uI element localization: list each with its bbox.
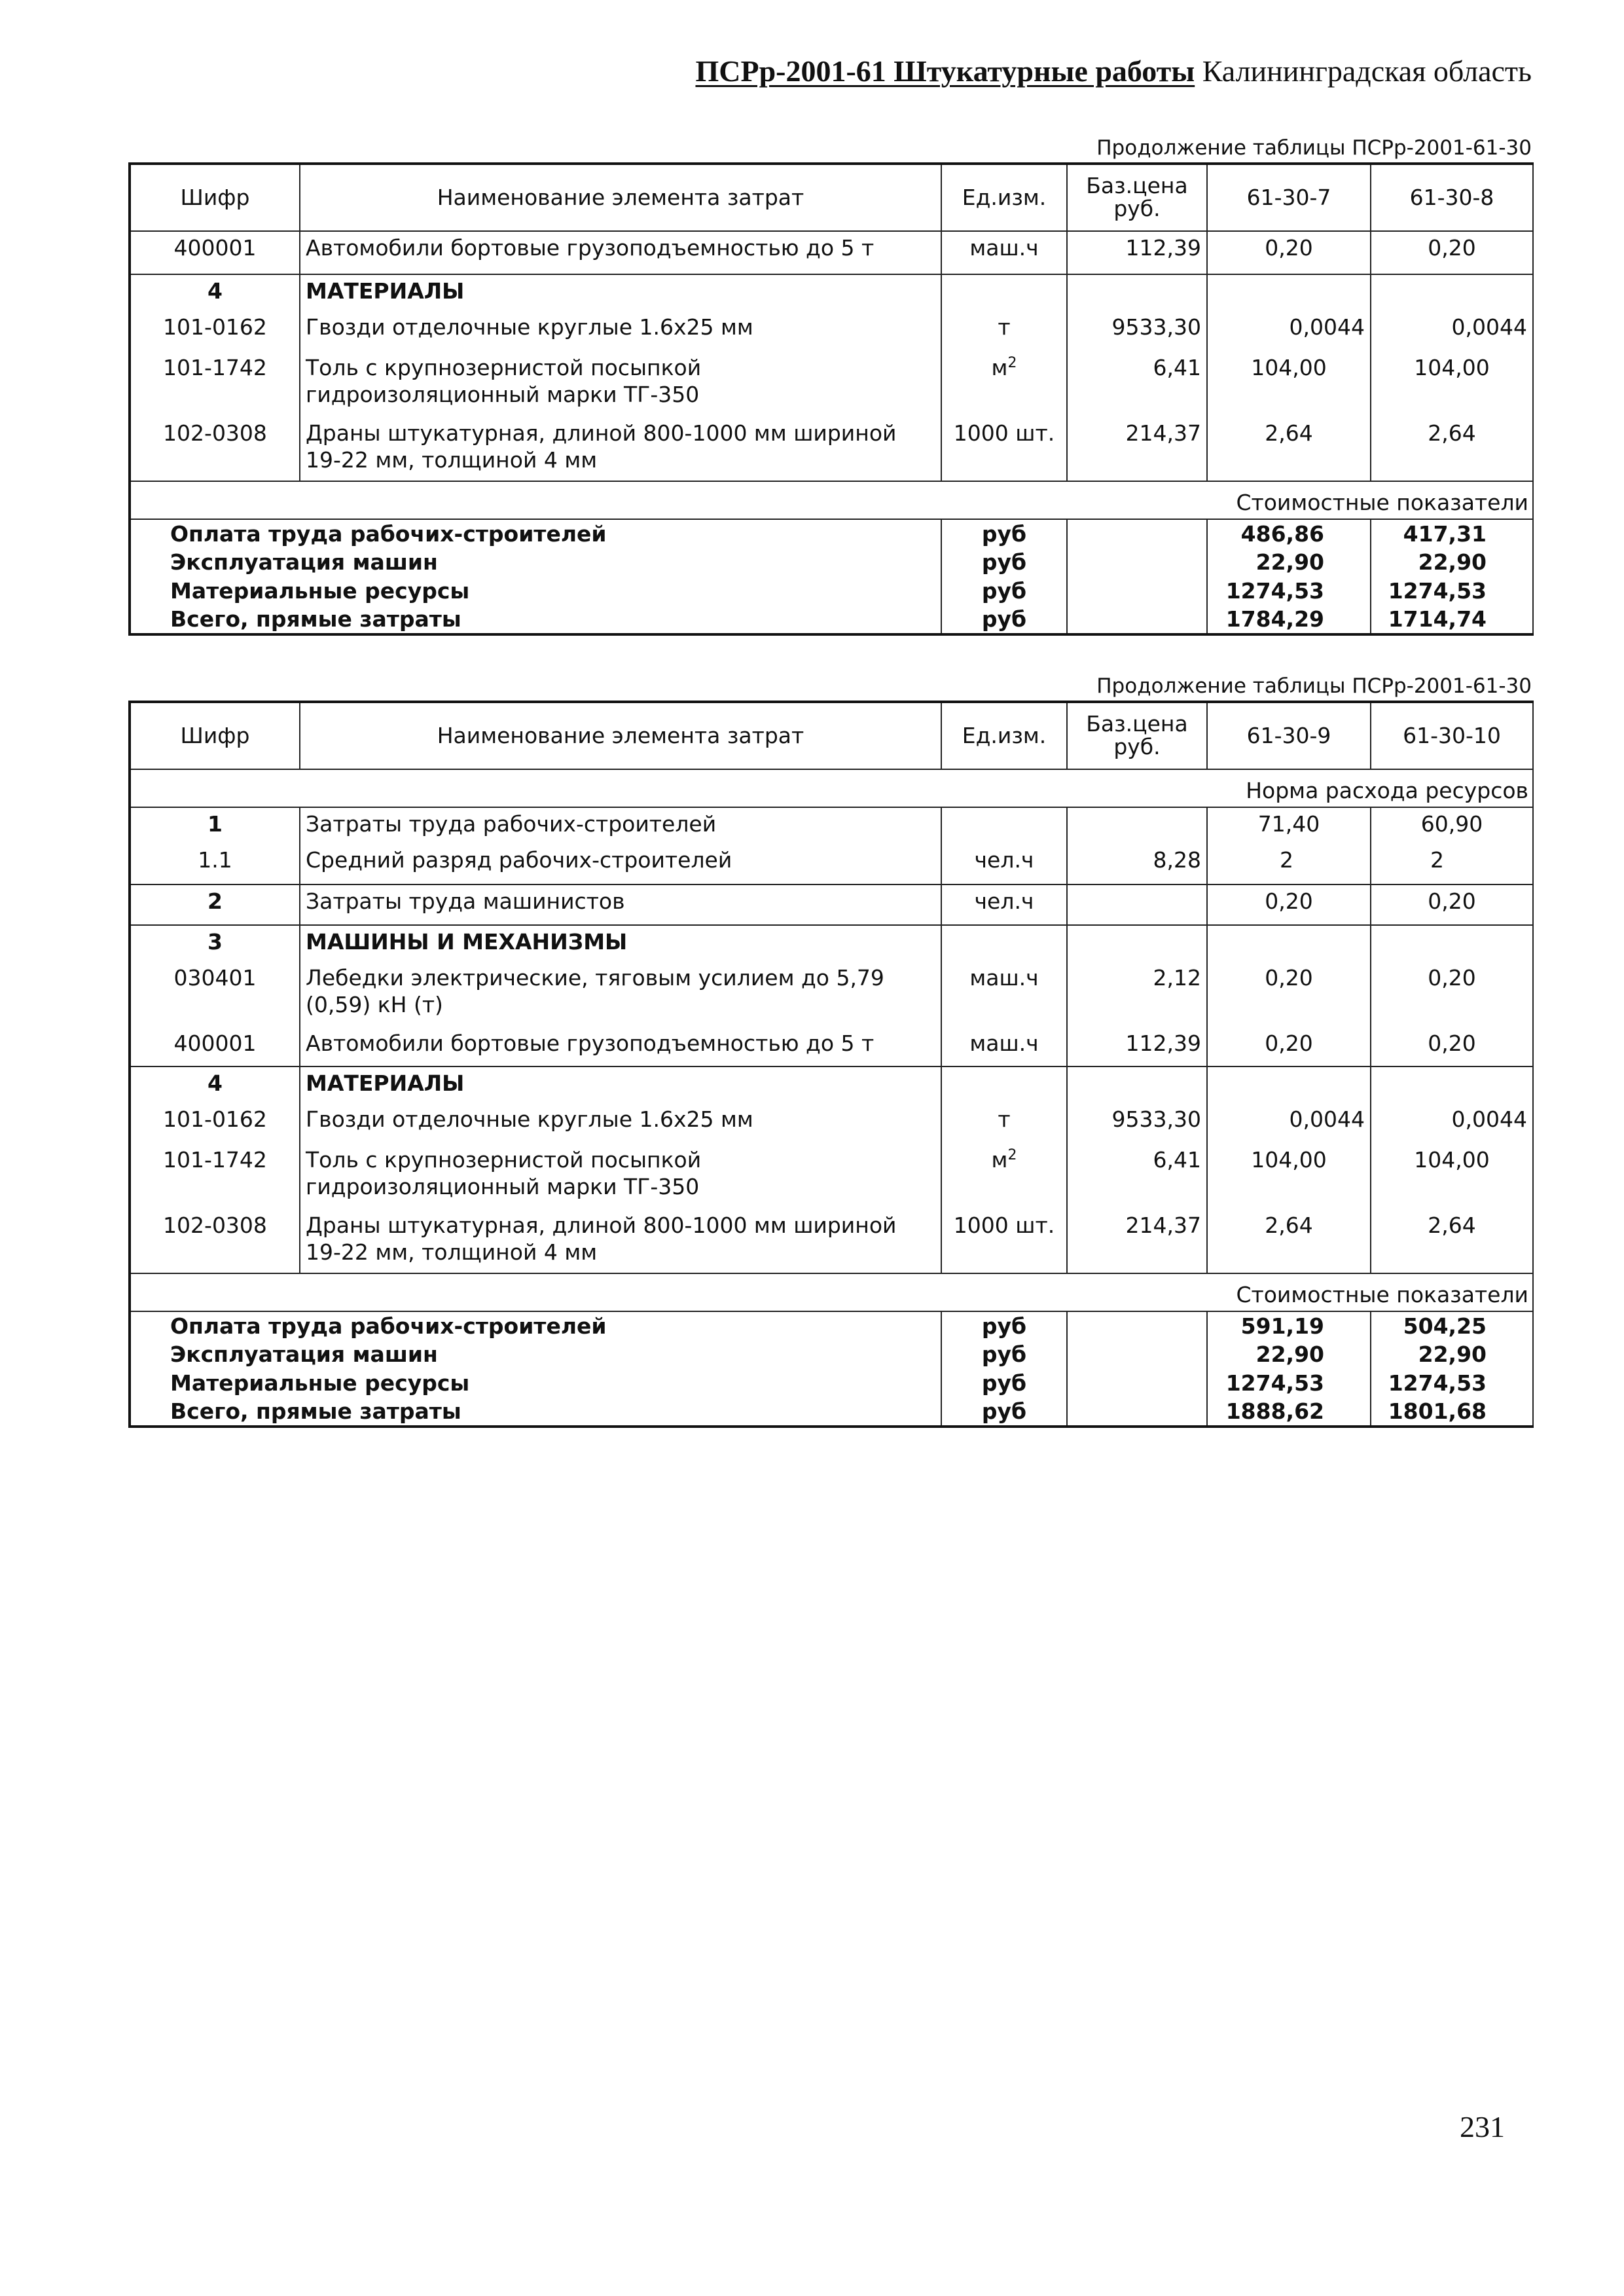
cost-value-b: 1714,74 bbox=[1371, 605, 1533, 634]
header-title: ПСРр-2001-61 Штукатурные работы bbox=[695, 54, 1195, 88]
row-value-b: 2,64 bbox=[1371, 417, 1533, 481]
row-value-a: 0,0044 bbox=[1207, 311, 1371, 352]
row-value-a: 0,20 bbox=[1207, 962, 1371, 1027]
row-value-b: 104,00 bbox=[1371, 352, 1533, 417]
norm-header-label: Норма расхода ресурсов bbox=[130, 769, 1533, 807]
row-unit: маш.ч bbox=[941, 962, 1067, 1027]
section-code: 3 bbox=[130, 925, 300, 962]
cost-header-label: Стоимостные показатели bbox=[130, 481, 1533, 519]
row-unit: 1000 шт. bbox=[941, 1209, 1067, 1273]
header-region: Калининградская область bbox=[1202, 54, 1532, 88]
row-value-b: 0,0044 bbox=[1371, 1103, 1533, 1144]
row-name: Средний разряд рабочих-строителей bbox=[300, 844, 941, 884]
row-code: 1.1 bbox=[130, 844, 300, 884]
row-value-b: 0,20 bbox=[1371, 884, 1533, 925]
row-name: Драны штукатурная, длиной 800-1000 мм шириной 19-22 мм, толщиной 4 мм bbox=[300, 1209, 941, 1273]
cost-name: Эксплуатация машин bbox=[130, 548, 941, 576]
row-code: 2 bbox=[130, 884, 300, 925]
cost-value-b: 22,90 bbox=[1371, 1340, 1533, 1368]
row-value-a: 0,20 bbox=[1207, 884, 1371, 925]
row-value-b: 0,20 bbox=[1371, 231, 1533, 274]
cost-unit: руб bbox=[941, 1397, 1067, 1427]
cost-name: Оплата труда рабочих-строителей bbox=[130, 519, 941, 548]
table-row bbox=[130, 352, 1533, 417]
cost-value-a: 1888,62 bbox=[1207, 1397, 1371, 1427]
cost-value-a: 1274,53 bbox=[1207, 1369, 1371, 1397]
row-name: Затраты труда рабочих-строителей bbox=[300, 807, 941, 844]
table2-header-row bbox=[130, 702, 1533, 769]
table-row bbox=[130, 311, 1533, 352]
row-code: 030401 bbox=[130, 962, 300, 1027]
col-unit-header: Ед.изм. bbox=[941, 164, 1067, 231]
row-unit: т bbox=[941, 1103, 1067, 1144]
table1-continuation-label: Продолжение таблицы ПСРр-2001-61-30 bbox=[1096, 136, 1532, 160]
table2-continuation-label: Продолжение таблицы ПСРр-2001-61-30 bbox=[1096, 674, 1532, 698]
table1-header-row bbox=[130, 164, 1533, 231]
row-name: Автомобили бортовые грузоподъемностью до 5 т bbox=[300, 231, 941, 274]
row-unit: маш.ч bbox=[941, 231, 1067, 274]
row-price: 9533,30 bbox=[1067, 1103, 1207, 1144]
row-value-a: 2,64 bbox=[1207, 1209, 1371, 1273]
norm-header-row bbox=[130, 769, 1533, 807]
cost-value-a: 1274,53 bbox=[1207, 577, 1371, 605]
row-price: 8,28 bbox=[1067, 844, 1207, 884]
section-title: МАШИНЫ И МЕХАНИЗМЫ bbox=[300, 925, 941, 962]
row-value-b: 60,90 bbox=[1371, 807, 1533, 844]
row-price: 214,37 bbox=[1067, 1209, 1207, 1273]
row-value-a: 2 bbox=[1207, 844, 1371, 884]
col-code-header: Шифр bbox=[130, 702, 300, 769]
row-value-a: 2,64 bbox=[1207, 417, 1371, 481]
row-price: 6,41 bbox=[1067, 1144, 1207, 1209]
row-code: 101-0162 bbox=[130, 1103, 300, 1144]
cost-value-a: 591,19 bbox=[1207, 1311, 1371, 1340]
resource-table-2 bbox=[128, 701, 1534, 1428]
cost-unit: руб bbox=[941, 1340, 1067, 1368]
col-unit-header: Ед.изм. bbox=[941, 702, 1067, 769]
section-title: МАТЕРИАЛЫ bbox=[300, 274, 941, 311]
table-row bbox=[130, 844, 1533, 884]
cost-name: Всего, прямые затраты bbox=[130, 1397, 941, 1427]
row-value-a: 71,40 bbox=[1207, 807, 1371, 844]
row-unit: чел.ч bbox=[941, 884, 1067, 925]
col-price-header: Баз.цена руб. bbox=[1067, 702, 1207, 769]
section-title: МАТЕРИАЛЫ bbox=[300, 1066, 941, 1103]
row-name: Затраты труда машинистов bbox=[300, 884, 941, 925]
cost-value-b: 1274,53 bbox=[1371, 577, 1533, 605]
cost-value-b: 1801,68 bbox=[1371, 1397, 1533, 1427]
table-row bbox=[130, 231, 1533, 274]
table-row bbox=[130, 1209, 1533, 1273]
cost-value-a: 22,90 bbox=[1207, 1340, 1371, 1368]
section-row-materials bbox=[130, 1066, 1533, 1103]
row-name: Толь с крупнозернистой посыпкой гидроизоляционный марки ТГ-350 bbox=[300, 1144, 941, 1209]
cost-header-label: Стоимостные показатели bbox=[130, 1273, 1533, 1311]
table-row bbox=[130, 1027, 1533, 1066]
cost-name: Материальные ресурсы bbox=[130, 1369, 941, 1397]
row-value-b: 2 bbox=[1371, 844, 1533, 884]
col-name-header: Наименование элемента затрат bbox=[300, 164, 941, 231]
cost-value-b: 504,25 bbox=[1371, 1311, 1533, 1340]
cost-name: Оплата труда рабочих-строителей bbox=[130, 1311, 941, 1340]
row-price: 2,12 bbox=[1067, 962, 1207, 1027]
row-value-a: 104,00 bbox=[1207, 352, 1371, 417]
page-number: 231 bbox=[1460, 2110, 1505, 2143]
row-price: 112,39 bbox=[1067, 1027, 1207, 1066]
row-price bbox=[1067, 807, 1207, 844]
row-value-a: 104,00 bbox=[1207, 1144, 1371, 1209]
row-price: 9533,30 bbox=[1067, 311, 1207, 352]
section-row-machines bbox=[130, 925, 1533, 962]
row-code: 101-1742 bbox=[130, 352, 300, 417]
cost-unit: руб bbox=[941, 605, 1067, 634]
cost-row bbox=[130, 548, 1533, 576]
row-price: 214,37 bbox=[1067, 417, 1207, 481]
row-value-b: 0,20 bbox=[1371, 962, 1533, 1027]
col-b-header: 61-30-10 bbox=[1371, 702, 1533, 769]
row-unit: $м^2$ bbox=[941, 352, 1067, 417]
cost-value-b: 1274,53 bbox=[1371, 1369, 1533, 1397]
row-value-b: 104,00 bbox=[1371, 1144, 1533, 1209]
cost-header-row bbox=[130, 481, 1533, 519]
table-row bbox=[130, 1103, 1533, 1144]
cost-row bbox=[130, 1340, 1533, 1368]
cost-row bbox=[130, 1311, 1533, 1340]
row-code: 101-0162 bbox=[130, 311, 300, 352]
section-code: 4 bbox=[130, 274, 300, 311]
table-row bbox=[130, 417, 1533, 481]
cost-name: Материальные ресурсы bbox=[130, 577, 941, 605]
col-name-header: Наименование элемента затрат bbox=[300, 702, 941, 769]
row-price: 6,41 bbox=[1067, 352, 1207, 417]
cost-name: Эксплуатация машин bbox=[130, 1340, 941, 1368]
cost-row bbox=[130, 605, 1533, 634]
row-code: 400001 bbox=[130, 1027, 300, 1066]
cost-row bbox=[130, 577, 1533, 605]
row-price bbox=[1067, 884, 1207, 925]
table-row bbox=[130, 1144, 1533, 1209]
row-unit: $м^2$ bbox=[941, 1144, 1067, 1209]
row-name: Драны штукатурная, длиной 800-1000 мм шириной 19-22 мм, толщиной 4 мм bbox=[300, 417, 941, 481]
cost-value-a: 1784,29 bbox=[1207, 605, 1371, 634]
row-name: Гвозди отделочные круглые 1.6х25 мм bbox=[300, 1103, 941, 1144]
section-code: 4 bbox=[130, 1066, 300, 1103]
section-row-materials bbox=[130, 274, 1533, 311]
cost-unit: руб bbox=[941, 1311, 1067, 1340]
cost-name: Всего, прямые затраты bbox=[130, 605, 941, 634]
cost-header-row bbox=[130, 1273, 1533, 1311]
col-a-header: 61-30-7 bbox=[1207, 164, 1371, 231]
row-unit: чел.ч bbox=[941, 844, 1067, 884]
cost-row bbox=[130, 1397, 1533, 1427]
col-price-header: Баз.цена руб. bbox=[1067, 164, 1207, 231]
row-value-b: 0,20 bbox=[1371, 1027, 1533, 1066]
cost-value-a: 486,86 bbox=[1207, 519, 1371, 548]
row-price: 112,39 bbox=[1067, 231, 1207, 274]
row-name: Лебедки электрические, тяговым усилием до 5,79 (0,59) кН (т) bbox=[300, 962, 941, 1027]
cost-row bbox=[130, 1369, 1533, 1397]
row-name: Толь с крупнозернистой посыпкой гидроизоляционный марки ТГ-350 bbox=[300, 352, 941, 417]
cost-value-b: 417,31 bbox=[1371, 519, 1533, 548]
col-code-header: Шифр bbox=[130, 164, 300, 231]
row-name: Гвозди отделочные круглые 1.6х25 мм bbox=[300, 311, 941, 352]
row-code: 102-0308 bbox=[130, 1209, 300, 1273]
resource-table-1 bbox=[128, 162, 1534, 636]
row-code: 1 bbox=[130, 807, 300, 844]
cost-unit: руб bbox=[941, 1369, 1067, 1397]
row-unit bbox=[941, 807, 1067, 844]
row-value-a: 0,20 bbox=[1207, 231, 1371, 274]
table-row bbox=[130, 884, 1533, 925]
table-row bbox=[130, 807, 1533, 844]
row-value-a: 0,20 bbox=[1207, 1027, 1371, 1066]
row-code: 101-1742 bbox=[130, 1144, 300, 1209]
cost-unit: руб bbox=[941, 548, 1067, 576]
row-code: 102-0308 bbox=[130, 417, 300, 481]
cost-unit: руб bbox=[941, 519, 1067, 548]
row-value-b: 2,64 bbox=[1371, 1209, 1533, 1273]
col-a-header: 61-30-9 bbox=[1207, 702, 1371, 769]
row-code: 400001 bbox=[130, 231, 300, 274]
cost-unit: руб bbox=[941, 577, 1067, 605]
cost-value-b: 22,90 bbox=[1371, 548, 1533, 576]
row-value-b: 0,0044 bbox=[1371, 311, 1533, 352]
col-b-header: 61-30-8 bbox=[1371, 164, 1533, 231]
cost-value-a: 22,90 bbox=[1207, 548, 1371, 576]
row-name: Автомобили бортовые грузоподъемностью до 5 т bbox=[300, 1027, 941, 1066]
cost-row bbox=[130, 519, 1533, 548]
table-row bbox=[130, 962, 1533, 1027]
row-unit: 1000 шт. bbox=[941, 417, 1067, 481]
row-unit: т bbox=[941, 311, 1067, 352]
page-header bbox=[661, 54, 1532, 88]
row-unit: маш.ч bbox=[941, 1027, 1067, 1066]
row-value-a: 0,0044 bbox=[1207, 1103, 1371, 1144]
